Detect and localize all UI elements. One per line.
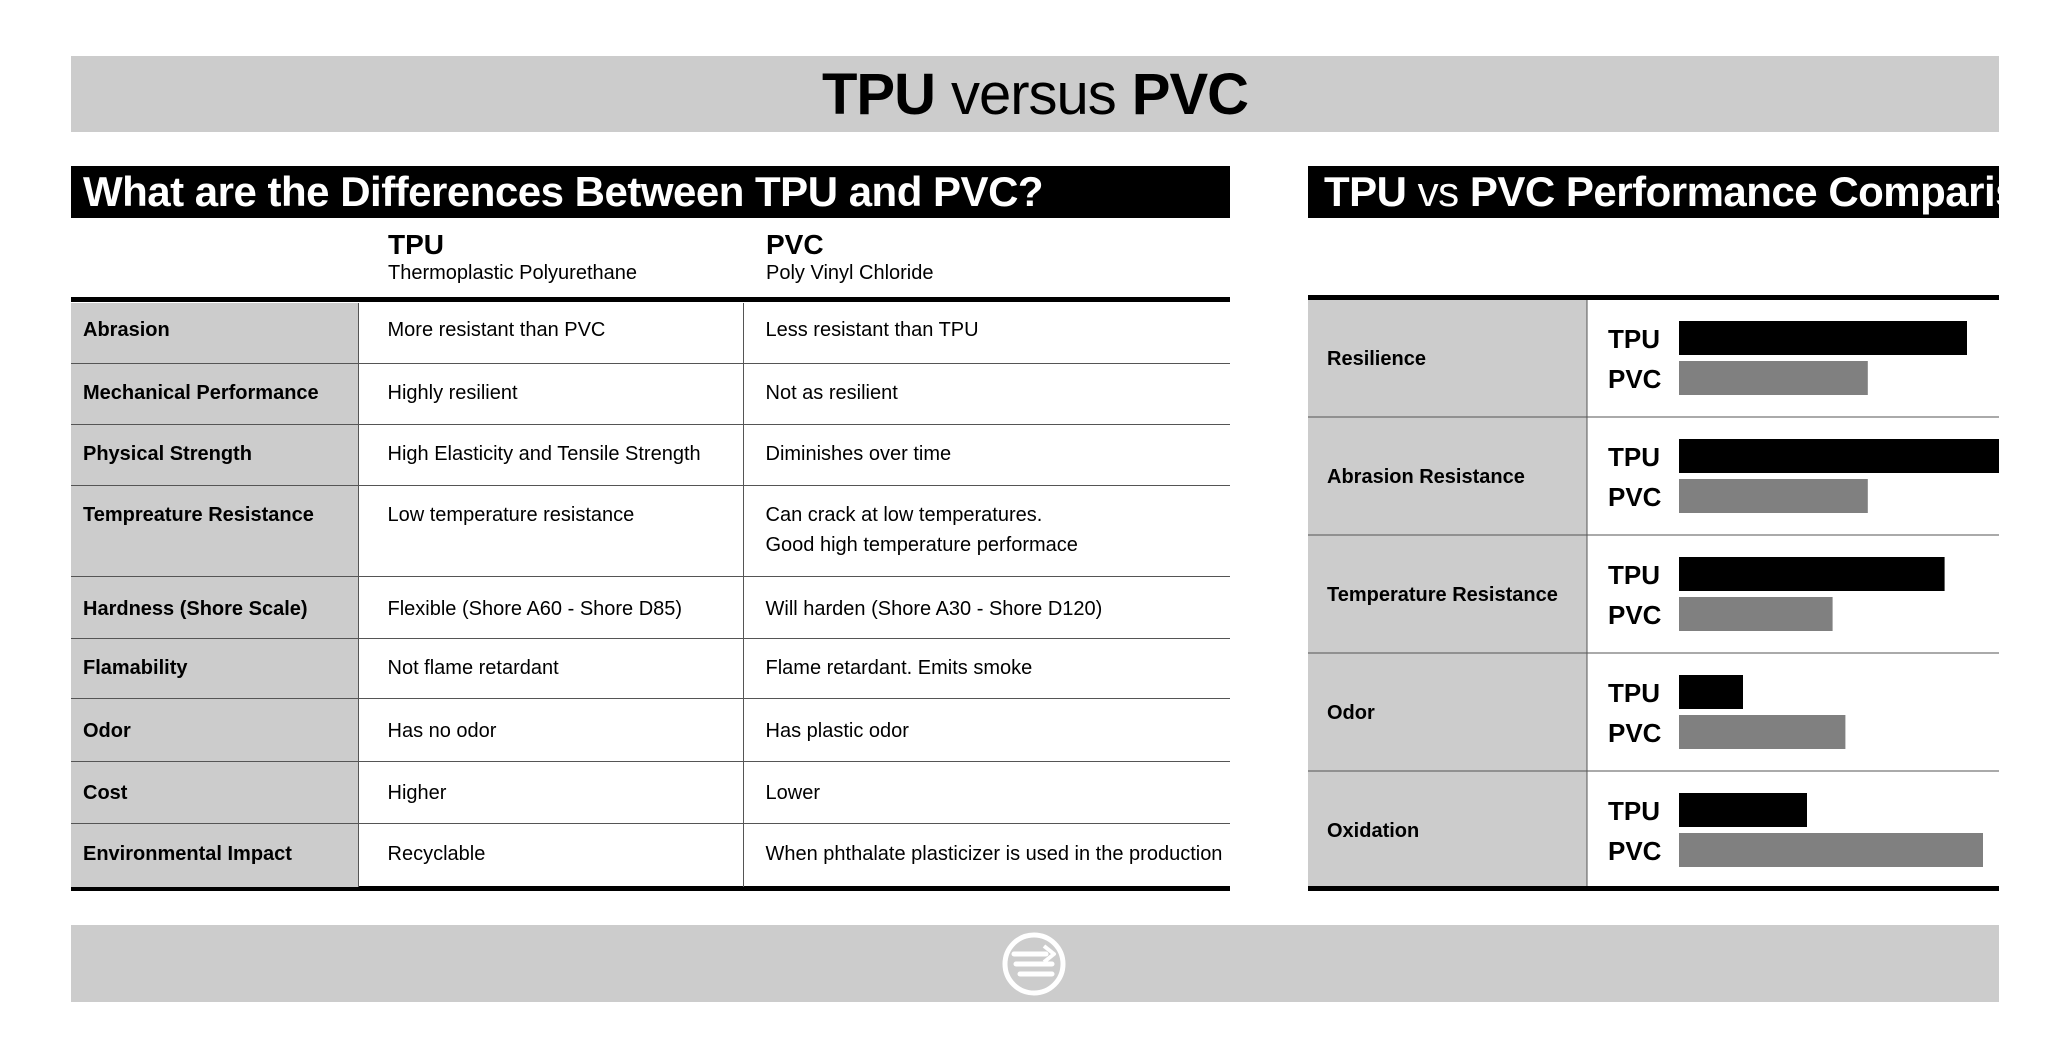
column-header-abbr: TPU (388, 229, 444, 260)
table-row (71, 698, 1230, 761)
tpu-cell: Higher (358, 761, 743, 823)
row-label: Tempreature Resistance (71, 485, 358, 576)
row-label: Environmental Impact (71, 823, 358, 887)
round-arrows-logo-icon (1002, 932, 1066, 996)
category-label: Resilience (1327, 348, 1426, 370)
pvc-cell: Will harden (Shore A30 - Shore D120) (743, 576, 1230, 638)
bar-pvc (1679, 833, 1983, 867)
pvc-cell: Less resistant than TPU (743, 303, 1230, 363)
comparison-table (71, 303, 1230, 887)
column-header-pvc (766, 230, 934, 286)
series-label-tpu: TPU (1608, 324, 1660, 354)
table-row (71, 485, 1230, 576)
tpu-cell: Flexible (Shore A60 - Shore D85) (358, 576, 743, 638)
table-row (71, 303, 1230, 363)
performance-bar-chart (1308, 0, 1999, 900)
tpu-cell: Not flame retardant (358, 638, 743, 698)
pvc-cell: Lower (743, 761, 1230, 823)
table-row (71, 363, 1230, 424)
category-label: Odor (1327, 702, 1375, 724)
category-label: Oxidation (1327, 820, 1420, 842)
category-label: Abrasion Resistance (1327, 466, 1525, 488)
series-label-pvc: PVC (1608, 600, 1662, 630)
column-header-full: Poly Vinyl Chloride (766, 262, 934, 284)
chart-top-rule (1308, 295, 1999, 300)
pvc-cell (743, 485, 1230, 576)
bar-pvc (1679, 479, 1868, 513)
column-header-tpu (388, 230, 637, 286)
column-header-full: Thermoplastic Polyurethane (388, 262, 638, 284)
bar-pvc (1679, 597, 1833, 631)
tpu-cell: Has no odor (358, 698, 743, 761)
bar-tpu (1679, 793, 1807, 827)
series-label-pvc: PVC (1608, 718, 1662, 748)
pvc-cell: Not as resilient (743, 363, 1230, 424)
title-right: PVC (1131, 61, 1249, 127)
series-label-tpu: TPU (1608, 442, 1660, 472)
bar-tpu (1679, 321, 1967, 355)
tpu-cell: Highly resilient (358, 363, 743, 424)
table-row (71, 424, 1230, 485)
pvc-cell: Flame retardant. Emits smoke (743, 638, 1230, 698)
table-row (71, 761, 1230, 823)
title-middle: versus (950, 61, 1116, 127)
tpu-cell: Recyclable (358, 823, 743, 887)
chart-heading-a: TPU (1324, 168, 1407, 215)
chart-heading-b: vs (1417, 168, 1459, 215)
row-label: Abrasion (71, 303, 358, 363)
pvc-cell: When phthalate plasticizer is used in the production (765, 842, 1223, 865)
column-header-abbr: PVC (766, 229, 824, 260)
series-label-pvc: PVC (1608, 836, 1662, 866)
pvc-cell: Has plastic odor (743, 698, 1230, 761)
tpu-cell: Low temperature resistance (358, 485, 743, 576)
pvc-cell-line-1: Can crack at low temperatures. (765, 503, 1043, 526)
bar-tpu (1679, 675, 1743, 709)
table-row (71, 576, 1230, 638)
tpu-cell: High Elasticity and Tensile Strength (358, 424, 743, 485)
row-label: Hardness (Shore Scale) (71, 576, 358, 638)
chart-bottom-rule (1308, 886, 1999, 891)
chart-heading-c: PVC Performance Comparison (1469, 168, 2068, 215)
series-label-tpu: TPU (1608, 796, 1660, 826)
category-label: Temperature Resistance (1327, 584, 1558, 606)
row-label: Physical Strength (71, 424, 358, 485)
tpu-cell: More resistant than PVC (358, 303, 743, 363)
table-row (71, 823, 1230, 887)
row-label: Mechanical Performance (71, 363, 358, 424)
bar-tpu (1679, 557, 1945, 591)
pvc-cell: Diminishes over time (743, 424, 1230, 485)
row-label: Cost (71, 761, 358, 823)
bar-tpu (1679, 439, 1999, 473)
series-label-tpu: TPU (1608, 678, 1660, 708)
series-label-pvc: PVC (1608, 482, 1662, 512)
table-top-rule (71, 297, 1230, 302)
table-row (71, 638, 1230, 698)
row-label: Odor (71, 698, 358, 761)
series-label-tpu: TPU (1608, 560, 1660, 590)
row-label: Flamability (71, 638, 358, 698)
bar-pvc (1679, 361, 1868, 395)
table-heading: What are the Differences Between TPU and PVC? (71, 166, 1230, 218)
title-left: TPU (821, 61, 935, 127)
pvc-cell-line-2: Good high temperature performace (765, 533, 1078, 556)
bar-pvc (1679, 715, 1845, 749)
series-label-pvc: PVC (1608, 364, 1662, 394)
